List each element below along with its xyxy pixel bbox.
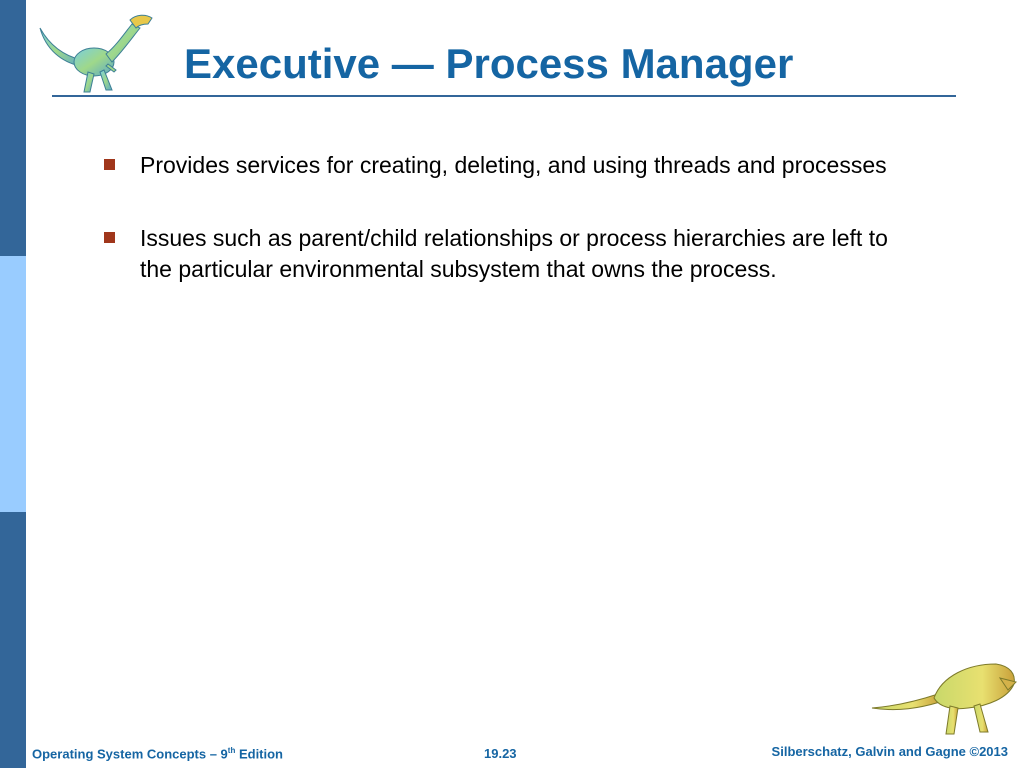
- dinosaur-icon: [36, 8, 160, 96]
- footer-page-number: 19.23: [484, 746, 517, 761]
- footer-book-title: [32, 746, 283, 761]
- bullet-list: [104, 150, 924, 327]
- footer-book-suffix: Edition: [235, 746, 284, 762]
- square-bullet-icon: [104, 232, 115, 243]
- footer-book-sup: th: [227, 746, 236, 755]
- sidebar-light-band: [0, 256, 26, 512]
- bullet-item: [104, 223, 924, 285]
- bullet-item: [104, 150, 924, 181]
- footer-copyright: Silberschatz, Galvin and Gagne ©2013: [771, 744, 1008, 759]
- dinosaur-icon: [868, 658, 1018, 738]
- bullet-text: Issues such as parent/child relationships or process hierarchies are left to the particular environmental subsystem that owns the process.: [140, 225, 888, 282]
- slide-title: Executive — Process Manager: [184, 40, 794, 87]
- footer-book-prefix: Operating System Concepts – 9: [32, 746, 228, 762]
- square-bullet-icon: [104, 159, 115, 170]
- title-underline: [52, 95, 956, 97]
- left-sidebar-bar: [0, 0, 26, 768]
- bullet-text: Provides services for creating, deleting, and using threads and processes: [140, 152, 887, 178]
